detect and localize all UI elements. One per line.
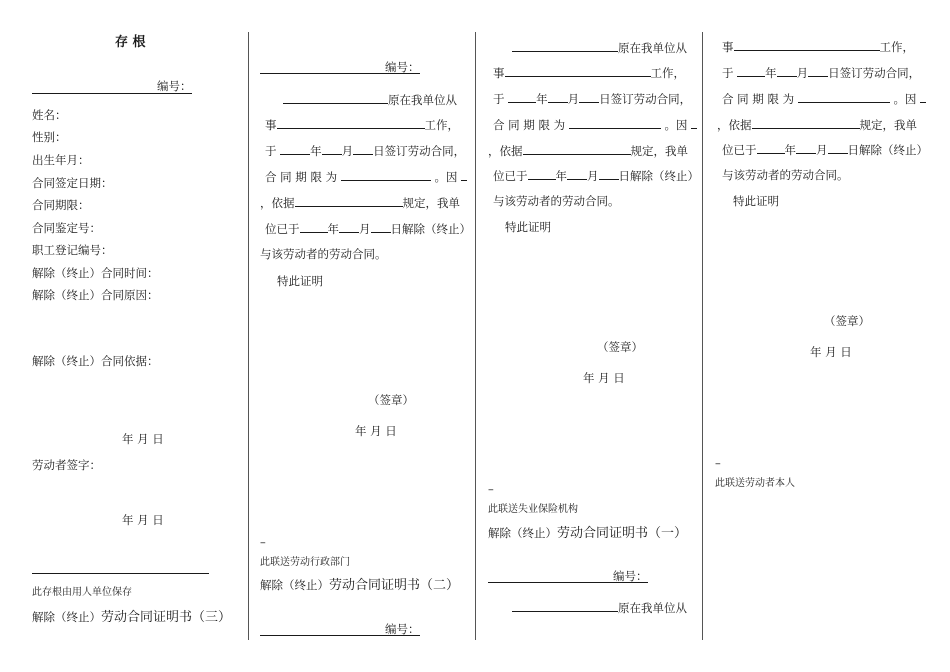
stub-number-line xyxy=(32,93,192,94)
cert0-line4: 合 同 期 限 为 。因 xyxy=(722,91,926,106)
cert1-line6: 位已于 年 月 日解除（终止） xyxy=(493,169,699,183)
stub-field-term: 合同期限： xyxy=(32,198,90,212)
cert2-number-label: 编号： xyxy=(385,60,420,74)
cert1-line4: 合 同 期 限 为 。因 xyxy=(493,117,697,132)
stub-field-sign-date: 合同签定日期： xyxy=(32,176,113,190)
stub-field-register-no: 职工登记编号： xyxy=(32,243,113,257)
cert0-line6: 位已于 年 月 日解除（终止） xyxy=(722,143,928,157)
cert0-date: 年 月 日 xyxy=(810,345,852,359)
cert1-cert-prefix: 解除（终止） xyxy=(488,526,557,540)
cert1-line3: 于 年 月 日签订劳动合同， xyxy=(493,92,692,106)
cert2-cert-main: 劳动合同证明书（二） xyxy=(329,578,460,593)
stub-date-1: 年 月 日 xyxy=(122,432,164,446)
cert2-seal: （签章） xyxy=(368,393,414,407)
stub-worker-sign: 劳动者签字： xyxy=(32,458,101,472)
cert2-cert-title xyxy=(260,578,459,593)
column-divider xyxy=(475,32,476,640)
stub-field-gender: 性别： xyxy=(32,130,67,144)
cert0-line3: 于 年 月 日签订劳动合同， xyxy=(722,66,921,80)
stub-field-end-reason: 解除（终止）合同原因： xyxy=(32,288,159,302)
stub-cert-main: 劳动合同证明书（三） xyxy=(101,610,232,625)
cert0-line8: 特此证明 xyxy=(733,194,779,208)
stub-field-end-time: 解除（终止）合同时间： xyxy=(32,266,159,280)
cert2-line4: 合 同 期 限 为 。因 xyxy=(265,169,467,184)
cert1-send-note: 此联送失业保险机构 xyxy=(488,504,578,515)
cert2-send-note: 此联送劳动行政部门 xyxy=(260,557,350,568)
cert0-line7: 与该劳动者的劳动合同。 xyxy=(722,168,849,182)
cert2-next-number-label: 编号： xyxy=(385,622,420,636)
cert0-line2: 事 工作， xyxy=(722,40,914,54)
cert2-date: 年 月 日 xyxy=(355,424,397,438)
cert1-line2: 事 工作， xyxy=(493,66,685,80)
cert2-cert-prefix: 解除（终止） xyxy=(260,578,329,592)
stub-title: 存 根 xyxy=(115,35,146,50)
stub-date-2: 年 月 日 xyxy=(122,513,164,527)
stub-keep-note: 此存根由用人单位保存 xyxy=(32,587,132,598)
cert2-line3: 于 年 月 日签订劳动合同， xyxy=(265,144,466,158)
cert2-line1: 原在我单位从 xyxy=(283,92,457,107)
cert2-line8: 特此证明 xyxy=(277,274,323,288)
stub-field-name: 姓名： xyxy=(32,108,67,122)
stub-number-label: 编号： xyxy=(157,79,192,93)
stub-field-appraisal-no: 合同鉴定号： xyxy=(32,221,101,235)
cert2-line7: 与该劳动者的劳动合同。 xyxy=(260,247,387,261)
stub-cert-prefix: 解除（终止） xyxy=(32,610,101,624)
cert0-dash: – xyxy=(715,456,721,470)
cert1-cert-title xyxy=(488,526,687,541)
cert1-line5: ，依据 规定，我单 xyxy=(488,144,688,158)
cert2-dash: – xyxy=(260,535,266,549)
cert1-next-line1: 原在我单位从 xyxy=(512,600,687,615)
cert1-dash: – xyxy=(488,482,494,496)
cert0-seal: （签章） xyxy=(824,314,870,328)
cert1-line7: 与该劳动者的劳动合同。 xyxy=(493,194,620,208)
cert2-line6: 位已于 年 月 日解除（终止） xyxy=(265,222,471,236)
cert0-send-note: 此联送劳动者本人 xyxy=(715,478,795,489)
cert1-line1: 原在我单位从 xyxy=(512,40,687,55)
cert1-line8: 特此证明 xyxy=(505,220,551,234)
column-divider xyxy=(248,32,249,640)
cert1-cert-main: 劳动合同证明书（一） xyxy=(557,526,688,541)
stub-bottom-line xyxy=(32,573,209,574)
cert2-line5: ，依据 规定，我单 xyxy=(260,196,460,210)
stub-cert-title xyxy=(32,610,231,625)
cert1-date: 年 月 日 xyxy=(583,371,625,385)
cert1-seal: （签章） xyxy=(597,340,643,354)
stub-basis-label: 解除（终止）合同依据： xyxy=(32,354,159,368)
cert1-next-number-label: 编号： xyxy=(613,569,648,583)
cert2-line2: 事 工作， xyxy=(265,118,459,132)
cert0-line5: ，依据 规定，我单 xyxy=(717,118,917,132)
stub-field-birth: 出生年月： xyxy=(32,153,90,167)
column-divider xyxy=(702,32,703,640)
